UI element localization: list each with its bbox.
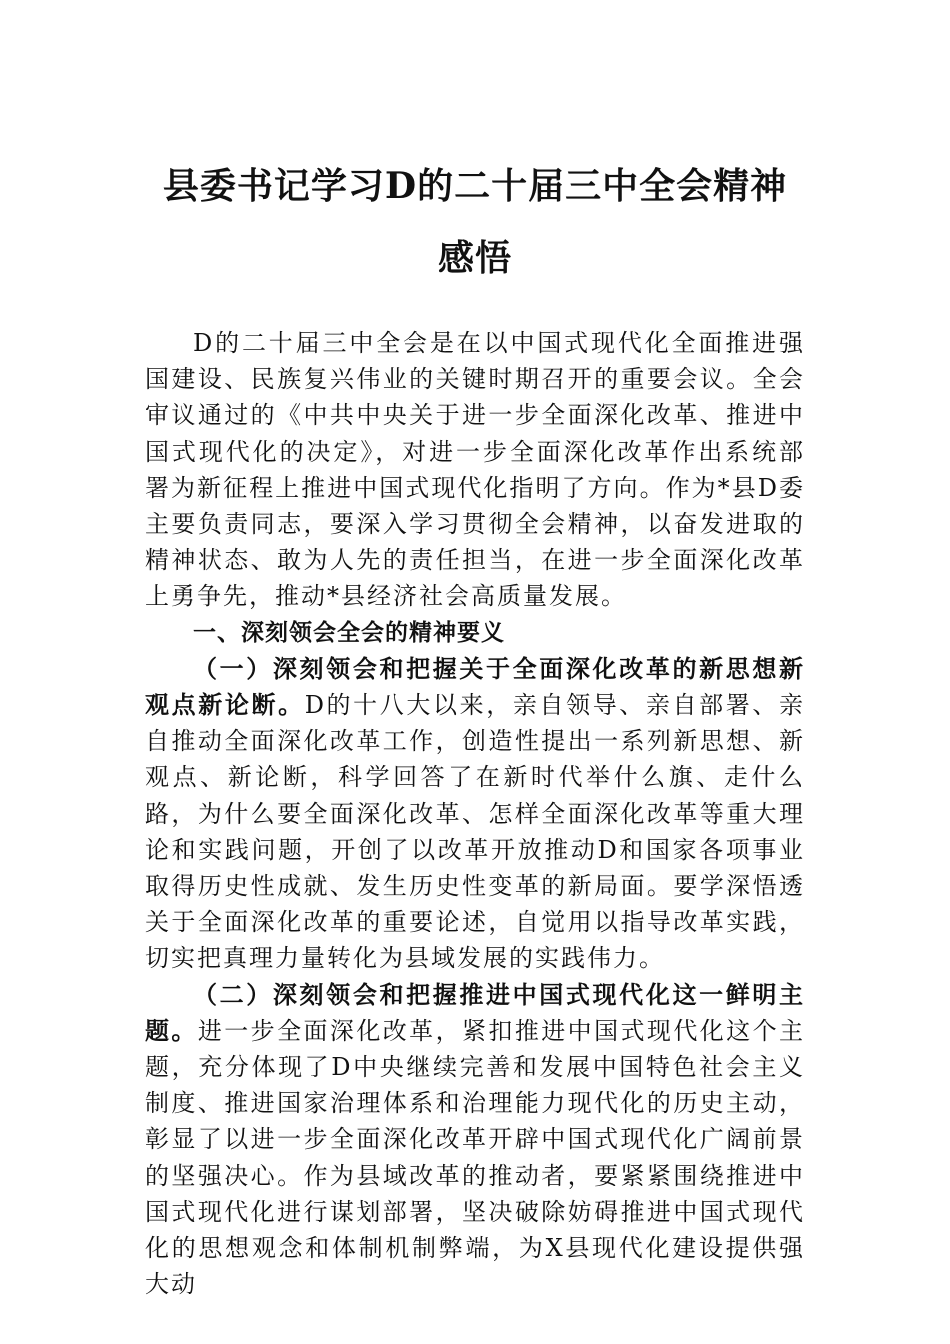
subsection-paragraph-2 (145, 977, 805, 1303)
subsection-text-1: D的十八大以来，亲自领导、亲自部署、亲自推动全面深化改革工作，创造性提出一系列新思想、新观点、新论断，科学回答了在新时代举什么旗、走什么路，为什么要全面深化改革、怎样全面深化改革等重大理论和实践问题，开创了以改革开放推动D和国家各项事业取得历史性成就、发生历史性变革的新局面。要学深悟透关于全面深化改革的重要论述，自觉用以指导改革实践，切实把真理力量转化为县域发展的实践伟力。 (145, 691, 805, 973)
document-title: 县委书记学习D的二十届三中全会精神感悟 (162, 165, 788, 279)
subsection-paragraph-1 (145, 651, 805, 977)
subsection-lead-2: （二）深刻领会和把握推进中国式现代化这一鲜明主题。 (145, 979, 805, 1045)
document-body (145, 325, 805, 1302)
section-heading: 一、深刻领会全会的精神要义 (193, 619, 505, 646)
intro-paragraph: D的二十届三中全会是在以中国式现代化全面推进强国建设、民族复兴伟业的关键时期召开的重要会议。全会审议通过的《中共中央关于进一步全面深化改革、推进中国式现代化的决定》，对进一步全面深化改革作出系统部署为新征程上推进中国式现代化指明了方向。作为*县D委主要负责同志，要深入学习贯彻全会精神，以奋发进取的精神状态、敢为人先的责任担当，在进一步全面深化改革上勇争先，推动*县经济社会高质量发展。 (145, 329, 805, 611)
subsection-text-2: 进一步全面深化改革，紧扣推进中国式现代化这个主题，充分体现了D中央继续完善和发展中国特色社会主义制度、推进国家治理体系和治理能力现代化的历史主动，彰显了以进一步全面深化改革开辟中国式现代化广阔前景的坚强决心。作为县域改革的推动者，要紧紧围绕推进中国式现代化进行谋划部署，坚决破除妨碍推进中国式现代化的思想观念和体制机制弊端，为X县现代化建设提供强大动 (145, 1016, 806, 1299)
subsection-lead-1: （一）深刻领会和把握关于全面深化改革的新思想新观点新论断。 (145, 653, 805, 720)
